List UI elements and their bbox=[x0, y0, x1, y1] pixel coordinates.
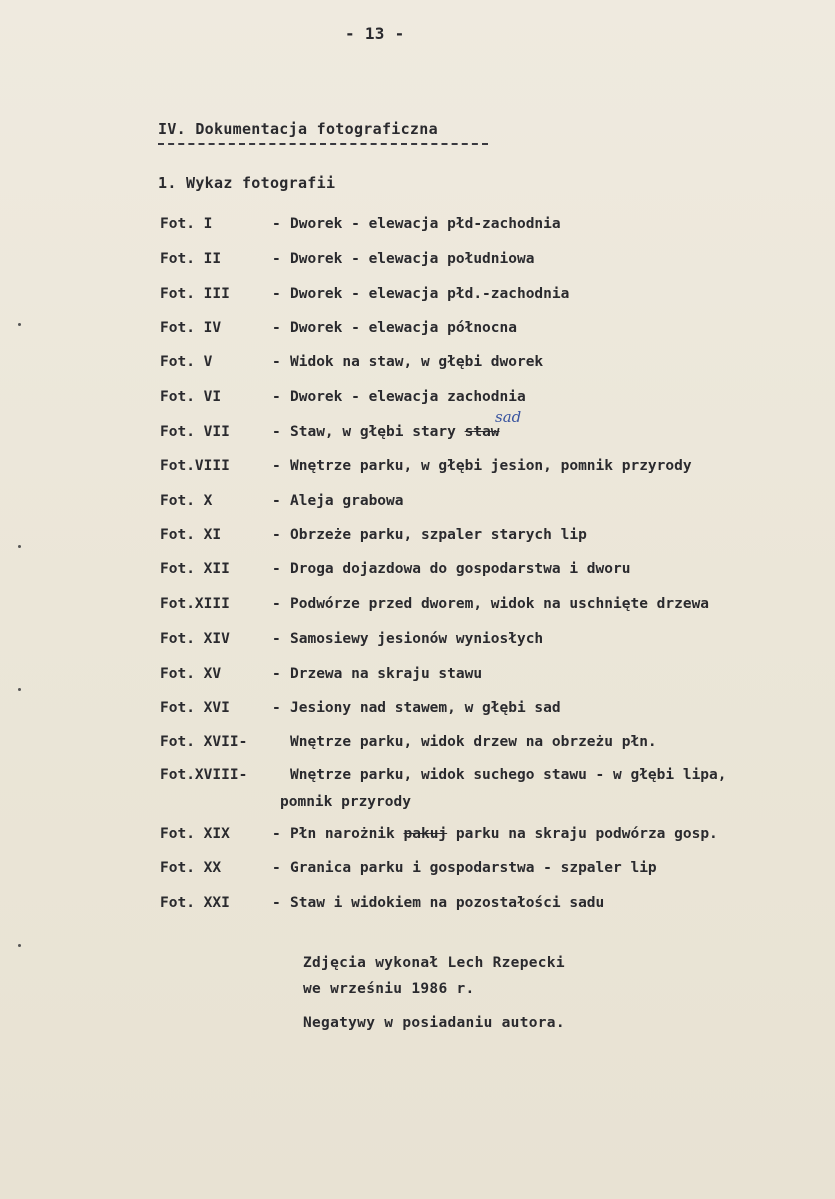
photo-label: Fot. VI bbox=[160, 389, 222, 405]
photo-description: Podwórze przed dworem, widok na uschnięte drzewa bbox=[290, 596, 710, 612]
note-author: Zdjęcia wykonał Lech Rzepecki bbox=[303, 955, 565, 971]
photo-label: Fot. XVII- bbox=[160, 734, 248, 750]
section-title: IV. Dokumentacja fotograficzna bbox=[158, 120, 438, 138]
photo-row bbox=[160, 527, 587, 543]
photo-description: Płn narożnik bbox=[290, 826, 404, 842]
paper-speck bbox=[18, 545, 21, 548]
dash-separator: - bbox=[272, 493, 281, 509]
handwritten-correction: sad bbox=[495, 408, 522, 426]
struck-word: staw bbox=[464, 424, 500, 440]
photo-row bbox=[160, 561, 630, 577]
photo-description: Droga dojazdowa do gospodarstwa i dworu bbox=[290, 561, 631, 577]
photo-description: Aleja grabowa bbox=[290, 493, 404, 509]
photo-description: Dworek - elewacja północna bbox=[290, 320, 517, 336]
note-negatives: Negatywy w posiadaniu autora. bbox=[303, 1015, 565, 1031]
photo-label: Fot. XVI bbox=[160, 700, 230, 716]
dash-separator: - bbox=[272, 895, 281, 911]
paper-speck bbox=[18, 688, 21, 691]
photo-row bbox=[160, 320, 517, 336]
photo-description: Staw, w głębi stary bbox=[290, 424, 465, 440]
photo-description: Granica parku i gospodarstwa - szpaler lip bbox=[290, 860, 657, 876]
dash-separator: - bbox=[272, 860, 281, 876]
dash-separator: - bbox=[272, 596, 281, 612]
paper-speck bbox=[18, 323, 21, 326]
note-date: we wrześniu 1986 r. bbox=[303, 981, 475, 997]
photo-label: Fot. XIV bbox=[160, 631, 230, 647]
photo-row bbox=[160, 458, 692, 474]
photo-label: Fot. IV bbox=[160, 320, 222, 336]
photo-row bbox=[160, 596, 709, 612]
photo-label: Fot.VIII bbox=[160, 458, 230, 474]
photo-description: Wnętrze parku, widok suchego stawu - w głębi lipa, bbox=[290, 767, 727, 783]
photo-description: Jesiony nad stawem, w głębi sad bbox=[290, 700, 561, 716]
photo-row bbox=[160, 354, 543, 370]
photo-label: Fot. XI bbox=[160, 527, 222, 543]
photo-row bbox=[160, 860, 657, 876]
photo-row bbox=[160, 895, 604, 911]
dash-separator: - bbox=[272, 251, 281, 267]
dash-separator: - bbox=[272, 458, 281, 474]
photo-row bbox=[160, 424, 500, 440]
photo-label: Fot. I bbox=[160, 216, 213, 232]
struck-word: pakuj bbox=[403, 826, 448, 842]
dash-separator bbox=[272, 734, 290, 750]
photo-row bbox=[160, 216, 561, 232]
dash-separator: - bbox=[272, 826, 281, 842]
dash-separator bbox=[272, 767, 290, 783]
photo-description: Wnętrze parku, widok drzew na obrzeżu płn. bbox=[290, 734, 657, 750]
photo-description-rest: parku na skraju podwórza gosp. bbox=[447, 826, 718, 842]
photo-row bbox=[160, 734, 657, 750]
list-heading: 1. Wykaz fotografii bbox=[158, 174, 336, 192]
photo-description-continued: pomnik przyrody bbox=[280, 794, 411, 810]
photo-row bbox=[160, 826, 718, 842]
dash-separator: - bbox=[272, 527, 281, 543]
photo-label: Fot. II bbox=[160, 251, 222, 267]
photo-description: Staw i widokiem na pozostałości sadu bbox=[290, 895, 605, 911]
dash-separator: - bbox=[272, 631, 281, 647]
photo-label: Fot.XIII bbox=[160, 596, 230, 612]
paper-speck bbox=[18, 944, 21, 947]
photo-row bbox=[160, 631, 543, 647]
photo-label: Fot.XVIII- bbox=[160, 767, 248, 783]
dash-separator: - bbox=[272, 354, 281, 370]
photo-label: Fot. XX bbox=[160, 860, 222, 876]
photo-description: Samosiewy jesionów wyniosłych bbox=[290, 631, 544, 647]
dash-separator: - bbox=[272, 320, 281, 336]
photo-row bbox=[160, 251, 534, 267]
photo-description: Obrzeże parku, szpaler starych lip bbox=[290, 527, 587, 543]
photo-row bbox=[160, 389, 526, 405]
photo-label: Fot. V bbox=[160, 354, 213, 370]
dash-separator: - bbox=[272, 700, 281, 716]
photo-description: Dworek - elewacja zachodnia bbox=[290, 389, 526, 405]
photo-row bbox=[160, 700, 561, 716]
dash-separator: - bbox=[272, 286, 281, 302]
dash-separator: - bbox=[272, 389, 281, 405]
photo-description: Wnętrze parku, w głębi jesion, pomnik przyrody bbox=[290, 458, 692, 474]
dash-separator: - bbox=[272, 666, 281, 682]
photo-label: Fot. XV bbox=[160, 666, 222, 682]
photo-description: Dworek - elewacja płd.-zachodnia bbox=[290, 286, 570, 302]
page-number: - 13 - bbox=[345, 24, 405, 43]
dash-separator: - bbox=[272, 424, 281, 440]
photo-label: Fot. XIX bbox=[160, 826, 230, 842]
photo-label: Fot. XXI bbox=[160, 895, 230, 911]
photo-row bbox=[160, 493, 404, 509]
photo-row bbox=[160, 666, 482, 682]
photo-description: Dworek - elewacja płd-zachodnia bbox=[290, 216, 561, 232]
photo-label: Fot. III bbox=[160, 286, 230, 302]
photo-row bbox=[160, 286, 569, 302]
dash-separator: - bbox=[272, 561, 281, 577]
photo-description: Dworek - elewacja południowa bbox=[290, 251, 535, 267]
photo-label: Fot. VII bbox=[160, 424, 230, 440]
photo-row bbox=[160, 767, 727, 783]
photo-description: Drzewa na skraju stawu bbox=[290, 666, 483, 682]
dash-separator: - bbox=[272, 216, 281, 232]
title-underline bbox=[158, 143, 488, 145]
photo-label: Fot. XII bbox=[160, 561, 230, 577]
photo-label: Fot. X bbox=[160, 493, 213, 509]
photo-description: Widok na staw, w głębi dworek bbox=[290, 354, 544, 370]
